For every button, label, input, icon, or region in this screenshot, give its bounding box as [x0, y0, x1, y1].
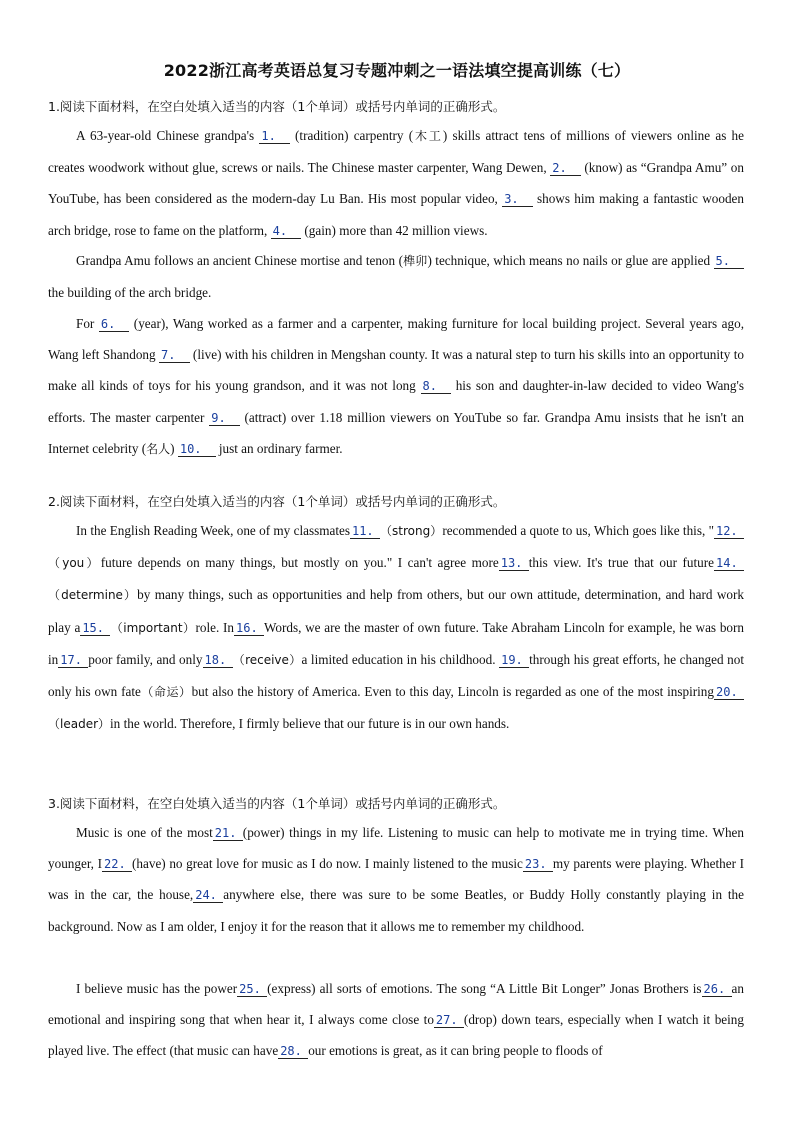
answer-blank[interactable]: 12. — [714, 524, 744, 539]
answer-blank[interactable]: 3. — [504, 192, 531, 207]
passage-text: shows him making a fantastic wooden arch bridge, rose to fame on the platform, — [48, 191, 744, 238]
passage-text: my parents were playing. Whether I was in the car, the house, — [48, 856, 744, 903]
answer-blank[interactable]: 27. — [434, 1013, 464, 1028]
passage-text: just an ordinary farmer. — [215, 440, 343, 456]
answer-blank[interactable]: 10. — [179, 441, 214, 456]
answer-blank[interactable]: 25. — [237, 982, 267, 997]
passage-text: Grandpa Amu follows an ancient Chinese mortise and tenon ( — [76, 253, 403, 268]
chinese-gloss: （important） — [110, 620, 196, 635]
chinese-gloss: 名人 — [146, 441, 171, 456]
answer-blank[interactable]: 14. — [714, 556, 744, 571]
passage-text: his son and daughter-in-law decided to video Wang's efforts. The master carpenter — [48, 378, 745, 425]
answer-blank[interactable]: 18. — [203, 653, 233, 668]
chinese-gloss: （receive） — [232, 652, 302, 667]
answer-blank[interactable]: 6. — [100, 317, 128, 331]
answer-blank[interactable]: 28. — [278, 1044, 308, 1059]
answer-blank[interactable]: 8. — [422, 379, 449, 394]
answer-blank[interactable]: 2. — [552, 161, 579, 176]
chinese-gloss: 榫卯 — [402, 254, 428, 268]
passage-text: the building of the arch bridge. — [48, 285, 212, 301]
passage-text: (year), Wang worked as a farmer and a carpenter, making furniture for local building project. Several years ago, Wang left Shandong — [48, 316, 744, 363]
passage-text: ) technique, which means no nails or glue are applied — [427, 253, 714, 268]
section-2-paragraph-1 — [48, 515, 744, 740]
section-3-instruction: 3.阅读下面材料，在空白处填入适当的内容（1个单词）或括号内单词的正确形式。 — [48, 796, 506, 811]
section-3-paragraph-2 — [48, 973, 744, 1067]
passage-text: (know) as “Grandpa Amu” on YouTube, has been considered as the modern-day Lu Ban. His most popular video, — [48, 160, 744, 207]
answer-blank[interactable]: 17. — [58, 653, 88, 668]
chinese-gloss: （you） — [48, 556, 101, 571]
passage-text: an emotional and inspiring song that when hear it, I always come close to — [48, 981, 744, 1028]
answer-blank[interactable]: 5. — [715, 254, 742, 268]
section-1-instruction: 1.阅读下面材料，在空白处填入适当的内容（1个单词）或括号内单词的正确形式。 — [48, 99, 506, 114]
passage-text: our emotions is great, as it can bring people to floods of — [308, 1043, 603, 1059]
passage-text: (attract) over 1.18 million viewers on YouTube so far. Grandpa Amu insists that he isn't an Internet celebrity ( — [48, 409, 744, 456]
passage-text: ) skills attract tens of millions of viewers online as he creates woodwork without glue, screws or nails. The Chinese master carpenter, Wang Dewen, — [48, 128, 744, 176]
passage-text: (have) no great love for music as I do now. I mainly listened to the music — [132, 856, 523, 872]
chinese-gloss: 木工 — [413, 129, 443, 143]
chinese-gloss: （determine） — [48, 588, 138, 603]
passage-text: recommended a quote to us, Which goes like this, " — [442, 523, 714, 538]
passage-text: by many things, such as opportunities and help from others, but our own attitude, determination, and hard work play a — [48, 587, 744, 635]
passage-text: For — [76, 316, 99, 331]
answer-blank[interactable]: 23. — [523, 857, 553, 872]
section-1-paragraph-2 — [48, 245, 744, 308]
passage-text: this view. It's true that our future — [528, 555, 714, 571]
section-2-instruction: 2.阅读下面材料，在空白处填入适当的内容（1个单词）或括号内单词的正确形式。 — [48, 494, 506, 509]
answer-blank[interactable]: 16. — [234, 621, 264, 636]
answer-blank[interactable]: 26. — [702, 982, 732, 997]
section-1-paragraph-3 — [48, 308, 744, 465]
answer-blank[interactable]: 1. — [261, 129, 288, 143]
passage-text: future depends on many things, but mostly on you." I can't agree more — [100, 555, 499, 571]
passage-text: (express) all sorts of emotions. The song “A Little Bit Longer” Jonas Brothers is — [267, 981, 702, 996]
answer-blank[interactable]: 13. — [499, 556, 529, 571]
passage-text: through his great efforts, he changed not only his own fate — [48, 651, 745, 700]
passage-text: (tradition) carpentry ( — [289, 128, 414, 143]
passage-text: poor family, and only — [88, 651, 203, 667]
chinese-gloss: （strong） — [379, 524, 443, 538]
section-1-paragraph-1 — [48, 120, 744, 246]
answer-blank[interactable]: 9. — [211, 410, 238, 425]
answer-blank[interactable]: 7. — [161, 348, 188, 363]
passage-text: I believe music has the power — [76, 981, 238, 996]
answer-blank[interactable]: 21. — [213, 826, 243, 841]
chinese-gloss: （命运） — [140, 685, 192, 700]
passage-text: a limited education in his childhood. — [301, 651, 500, 667]
answer-blank[interactable]: 20. — [714, 685, 744, 700]
passage-text: but also the history of America. Even to this day, Lincoln is regarded as one of the most inspiring — [191, 684, 714, 700]
answer-blank[interactable]: 15. — [80, 621, 110, 636]
passage-text: anywhere else, there was sure to be some Beatles, or Buddy Holly constantly playing in the background. Now as I am older, I enjoy it for the reason that it allows me to remember my childhood. — [48, 887, 745, 934]
passage-text: (drop) down tears, especially when I watch it being played live. The effect (that music can have — [48, 1012, 744, 1059]
page-title: 2022浙江高考英语总复习专题冲刺之一语法填空提高训练（七） — [163, 61, 631, 80]
section-3-paragraph-1 — [48, 817, 744, 942]
passage-text: In the English Reading Week, one of my classmates — [76, 523, 350, 538]
passage-text: (live) with his children in Mengshan county. It was a natural step to turn his skills into an opportunity to make all kinds of toys for his young grandson, and it was not long — [48, 347, 744, 394]
answer-blank[interactable]: 4. — [272, 223, 300, 238]
passage-text: ) — [170, 440, 178, 456]
passage-text: (power) things in my life. Listening to music can help to motivate me in trying time. When younger, I — [48, 825, 744, 872]
chinese-gloss: （leader） — [48, 717, 111, 732]
passage-text: role. In — [195, 619, 234, 635]
answer-blank[interactable]: 19. — [499, 653, 529, 668]
answer-blank[interactable]: 24. — [193, 888, 223, 903]
answer-blank[interactable]: 11. — [350, 524, 380, 539]
passage-text: Music is one of the most — [76, 825, 213, 840]
passage-text: (gain) more than 42 million views. — [301, 222, 488, 238]
passage-text: Words, we are the master of own future. Take Abraham Lincoln for example, he was born in — [48, 619, 744, 667]
answer-blank[interactable]: 22. — [102, 857, 132, 872]
passage-text: in the world. Therefore, I firmly believe that our future is in our own hands. — [110, 716, 510, 732]
passage-text: A 63-year-old Chinese grandpa's — [76, 128, 260, 143]
